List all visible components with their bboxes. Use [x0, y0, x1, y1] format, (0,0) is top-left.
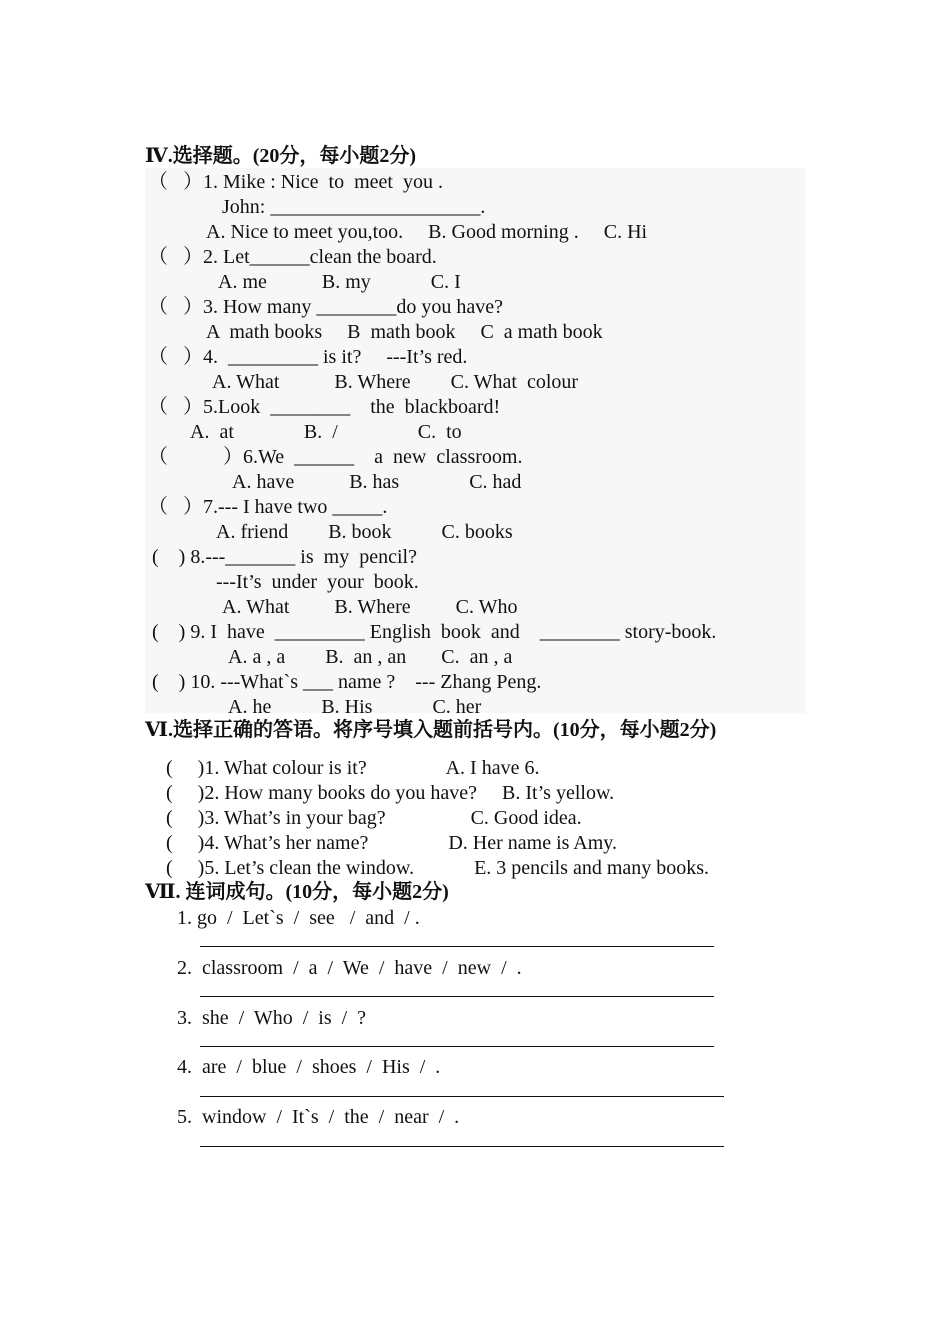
question-line: ( ) 8.---_______ is my pencil?: [152, 546, 417, 568]
match-line: ( )2. How many books do you have? B. It’s yellow.: [166, 782, 615, 804]
option-line: A. me B. my C. I: [218, 271, 461, 293]
answer-line[interactable]: [200, 996, 714, 997]
answer-line[interactable]: [200, 1096, 724, 1097]
sentence-item: 4. are / blue / shoes / His / .: [177, 1056, 441, 1078]
section-6-heading: Ⅵ.选择正确的答语。将序号填入题前括号内。(10分，每小题2分): [145, 719, 717, 741]
option-line: A. friend B. book C. books: [216, 521, 513, 543]
sentence-item: 5. window / It`s / the / near / .: [177, 1106, 460, 1128]
match-line: ( )3. What’s in your bag? C. Good idea.: [166, 807, 582, 829]
option-line: A. Nice to meet you,too. B. Good morning . C. Hi: [206, 221, 648, 243]
section-7-heading: Ⅶ. 连词成句。(10分，每小题2分): [145, 881, 449, 903]
option-line: A. a , a B. an , an C. an , a: [228, 646, 513, 668]
question-line: ---It’s under your book.: [216, 571, 419, 593]
option-line: A. at B. / C. to: [190, 421, 462, 443]
option-line: A math books B math book C a math book: [206, 321, 603, 343]
option-line: A. What B. Where C. Who: [222, 596, 518, 618]
question-line: John: _____________________.: [222, 196, 486, 218]
question-line: （ ）1. Mike : Nice to meet you .: [148, 171, 443, 193]
question-line: （ ）2. Let______clean the board.: [148, 246, 437, 268]
option-line: A. have B. has C. had: [232, 471, 522, 493]
answer-line[interactable]: [200, 946, 714, 947]
match-line: ( )1. What colour is it? A. I have 6.: [166, 757, 540, 779]
match-line: ( )5. Let’s clean the window. E. 3 pencils and many books.: [166, 857, 710, 879]
answer-line[interactable]: [200, 1146, 724, 1147]
question-line: （ ）3. How many ________do you have?: [148, 296, 503, 318]
answer-line[interactable]: [200, 1046, 714, 1047]
question-line: ( ) 9. I have _________ English book and ________ story-book.: [152, 621, 717, 643]
question-line: （ ）6.We ______ a new classroom.: [148, 446, 523, 468]
question-line: （ ）5.Look ________ the blackboard!: [148, 396, 501, 418]
option-line: A. What B. Where C. What colour: [212, 371, 579, 393]
question-line: ( ) 10. ---What`s ___ name ? --- Zhang Peng.: [152, 671, 542, 693]
question-line: （ ）7.--- I have two _____.: [148, 496, 388, 518]
match-line: ( )4. What’s her name? D. Her name is Amy.: [166, 832, 618, 854]
section-4-heading: Ⅳ.选择题。(20分，每小题2分): [145, 145, 417, 167]
sentence-item: 2. classroom / a / We / have / new / .: [177, 957, 522, 979]
sentence-item: 1. go / Let`s / see / and / .: [177, 907, 420, 929]
sentence-item: 3. she / Who / is / ?: [177, 1007, 367, 1029]
option-line: A. he B. His C. her: [228, 696, 482, 718]
question-line: （ ）4. _________ is it? ---It’s red.: [148, 346, 468, 368]
